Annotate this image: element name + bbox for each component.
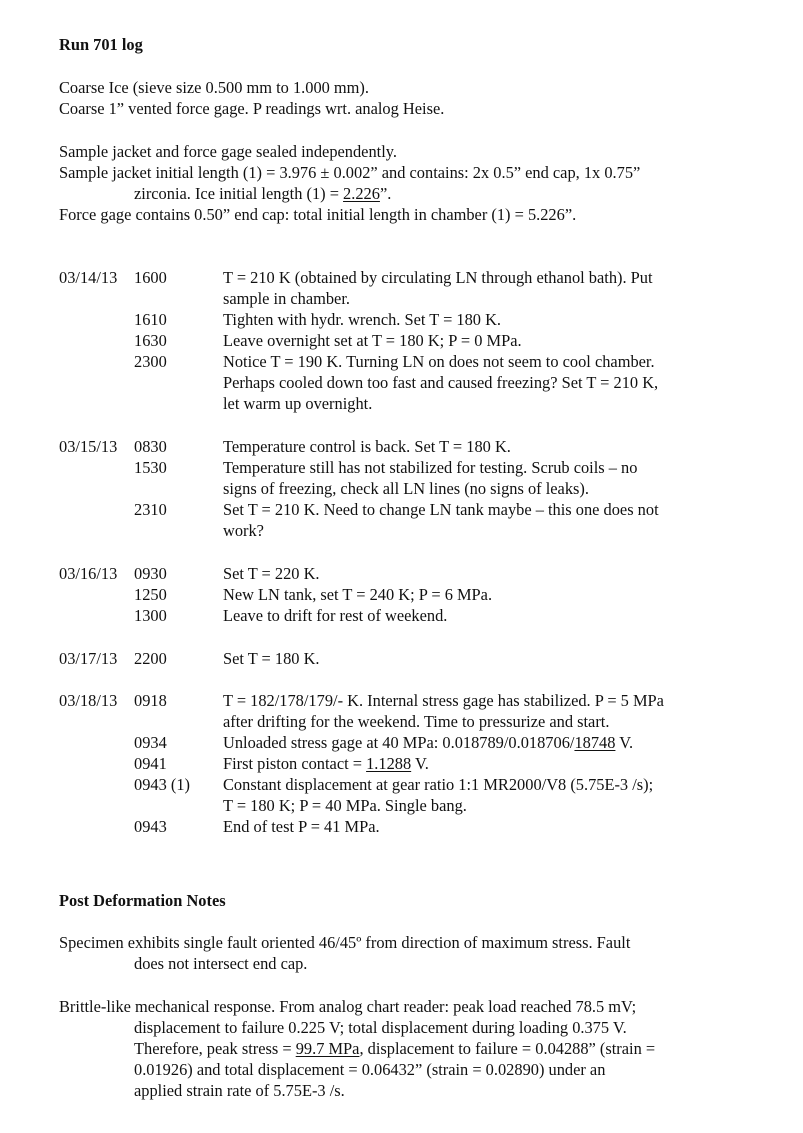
log-date: 03/17/13 (59, 649, 118, 668)
log-time: 1630 (134, 331, 167, 350)
log-entry-text: Set T = 210 K. Need to change LN tank maybe – this one does not (223, 500, 659, 519)
log-date: 03/14/13 (59, 268, 118, 287)
log-time: 0943 (1) (134, 775, 190, 794)
log-entry-text: let warm up overnight. (223, 394, 373, 413)
mechanical-response-line: applied strain rate of 5.75E-3 /s. (134, 1081, 345, 1100)
log-entry-text: signs of freezing, check all LN lines (no signs of leaks). (223, 479, 589, 498)
force-gage-length-note: Force gage contains 0.50” end cap: total initial length in chamber (1) = 5.226”. (59, 205, 577, 224)
stress-gage-reading: 18748 (574, 733, 616, 752)
log-time: 1600 (134, 268, 167, 287)
fault-note: Specimen exhibits single fault oriented 46/45º from direction of maximum stress. Fault (59, 933, 631, 952)
document-title: Run 701 log (59, 35, 143, 54)
log-time: 0941 (134, 754, 167, 773)
log-date: 03/15/13 (59, 437, 118, 456)
log-entry-text: Constant displacement at gear ratio 1:1 MR2000/V8 (5.75E-3 /s); (223, 775, 654, 794)
log-entry-text: Perhaps cooled down too fast and caused freezing? Set T = 210 K, (223, 373, 659, 392)
log-entry-text: Leave to drift for rest of weekend. (223, 606, 448, 625)
log-time: 2300 (134, 352, 167, 371)
log-entry-text: End of test P = 41 MPa. (223, 817, 380, 836)
log-time: 1530 (134, 458, 167, 477)
log-time: 1610 (134, 310, 167, 329)
log-entry-text: T = 210 K (obtained by circulating LN through ethanol bath). Put (223, 268, 653, 287)
jacket-length-note: Sample jacket initial length (1) = 3.976 ± 0.002” and contains: 2x 0.5” end cap, 1x 0.75” (59, 163, 641, 182)
log-time: 2310 (134, 500, 167, 519)
log-entry-text: Tighten with hydr. wrench. Set T = 180 K. (223, 310, 502, 329)
log-entry-text: New LN tank, set T = 240 K; P = 6 MPa. (223, 585, 493, 604)
mechanical-response-line: 0.01926) and total displacement = 0.06432” (strain = 0.02890) under an (134, 1060, 606, 1079)
post-deformation-heading: Post Deformation Notes (59, 891, 226, 910)
ice-description: Coarse Ice (sieve size 0.500 mm to 1.000 mm). (59, 78, 369, 97)
mechanical-response-line: displacement to failure 0.225 V; total displacement during loading 0.375 V. (134, 1018, 627, 1037)
log-entry-text: after drifting for the weekend. Time to pressurize and start. (223, 712, 610, 731)
log-entry-text: First piston contact = 1.1288 V. (223, 754, 429, 773)
log-time: 0830 (134, 437, 167, 456)
log-entry-text: Set T = 220 K. (223, 564, 320, 583)
log-entry-text: Notice T = 190 K. Turning LN on does not seem to cool chamber. (223, 352, 655, 371)
log-time: 0918 (134, 691, 167, 710)
log-entry-text: Temperature control is back. Set T = 180 K. (223, 437, 511, 456)
mechanical-response-line: Therefore, peak stress = 99.7 MPa, displacement to failure = 0.04288” (strain = (134, 1039, 656, 1058)
log-entry-text: work? (223, 521, 264, 540)
mechanical-response-note: Brittle-like mechanical response. From analog chart reader: peak load reached 78.5 mV; (59, 997, 637, 1016)
log-entry-text: sample in chamber. (223, 289, 350, 308)
piston-contact-reading: 1.1288 (366, 754, 412, 773)
log-time: 1250 (134, 585, 167, 604)
log-date: 03/16/13 (59, 564, 118, 583)
ice-initial-length: 2.226 (343, 184, 380, 203)
peak-stress-value: 99.7 MPa (295, 1039, 360, 1058)
log-time: 0934 (134, 733, 167, 752)
log-time: 2200 (134, 649, 167, 668)
force-gage-description: Coarse 1” vented force gage. P readings wrt. analog Heise. (59, 99, 445, 118)
jacket-length-continuation: zirconia. Ice initial length (1) = 2.226”. (134, 184, 392, 203)
log-entry-text: Temperature still has not stabilized for testing. Scrub coils – no (223, 458, 638, 477)
log-time: 0930 (134, 564, 167, 583)
log-entry-text: Leave overnight set at T = 180 K; P = 0 MPa. (223, 331, 522, 350)
log-time: 0943 (134, 817, 167, 836)
log-time: 1300 (134, 606, 167, 625)
log-entry-text: Set T = 180 K. (223, 649, 320, 668)
log-entry-text: T = 180 K; P = 40 MPa. Single bang. (223, 796, 467, 815)
fault-note-continuation: does not intersect end cap. (134, 954, 308, 973)
log-entry-text: T = 182/178/179/- K. Internal stress gage has stabilized. P = 5 MPa (223, 691, 664, 710)
log-entry-text: Unloaded stress gage at 40 MPa: 0.018789/0.018706/18748 V. (223, 733, 634, 752)
sealing-note: Sample jacket and force gage sealed independently. (59, 142, 397, 161)
log-date: 03/18/13 (59, 691, 118, 710)
